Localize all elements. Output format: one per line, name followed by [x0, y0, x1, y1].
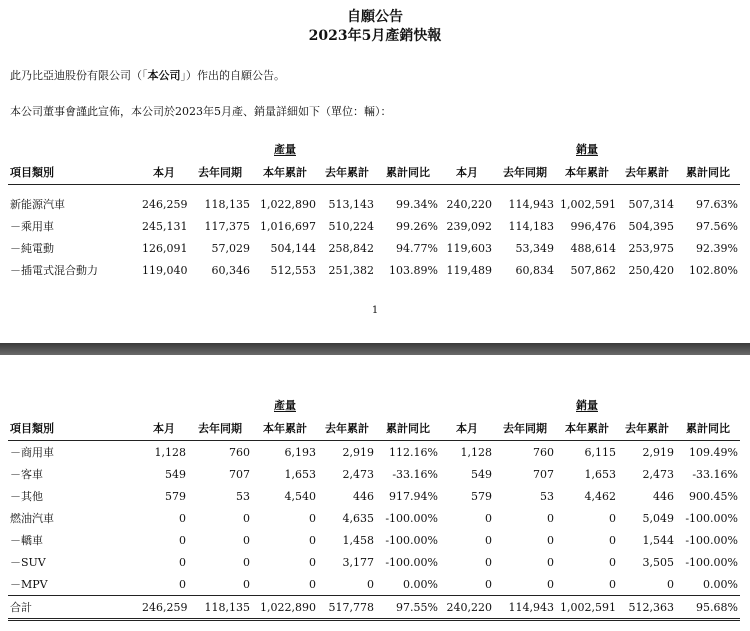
- row-value: 0: [547, 533, 554, 547]
- table-row: [8, 529, 740, 551]
- col-header: 去年同期: [188, 160, 252, 185]
- col-header: 本月: [440, 416, 494, 441]
- row-value: 119,489: [446, 263, 492, 277]
- row-value: 60,346: [211, 263, 250, 277]
- row-category: －插電式混合動力: [10, 264, 98, 277]
- row-value: 0: [609, 577, 616, 591]
- row-value: -100.00%: [685, 533, 738, 547]
- row-value: 579: [471, 489, 492, 503]
- col-header: 去年累計: [318, 416, 376, 441]
- row-value: 2,919: [642, 445, 674, 459]
- row-value: 118,135: [204, 197, 250, 211]
- table-row: [8, 237, 740, 259]
- table-row: [8, 215, 740, 237]
- row-value: 0: [179, 511, 186, 525]
- col-header: 累計同比: [676, 416, 740, 441]
- row-value: -100.00%: [685, 555, 738, 569]
- row-value: 1,544: [642, 533, 674, 547]
- row-value: 117,375: [204, 219, 250, 233]
- row-value: 0: [179, 555, 186, 569]
- row-value: 517,778: [318, 596, 376, 620]
- col-header: 去年同期: [494, 160, 556, 185]
- announcement-title: 自願公告: [347, 9, 403, 25]
- row-value: -100.00%: [685, 511, 738, 525]
- row-value: 707: [229, 467, 250, 481]
- row-value: 512,553: [270, 263, 316, 277]
- col-header-category: 項目類別: [8, 416, 140, 441]
- row-value: 57,029: [211, 241, 250, 255]
- row-value: 126,091: [142, 241, 188, 255]
- row-value: 245,131: [142, 219, 188, 233]
- row-value: 579: [165, 489, 186, 503]
- row-value: 6,193: [284, 445, 316, 459]
- row-category: 合計: [8, 596, 140, 620]
- row-value: 94.77%: [396, 241, 438, 255]
- row-value: 119,603: [446, 241, 492, 255]
- row-value: 504,144: [270, 241, 316, 255]
- row-category: －客車: [10, 468, 43, 481]
- group-header-row: [8, 394, 740, 416]
- row-value: 240,220: [440, 596, 494, 620]
- row-value: 0: [485, 555, 492, 569]
- row-value: 446: [353, 489, 374, 503]
- row-value: 0: [243, 511, 250, 525]
- col-header: 去年同期: [494, 416, 556, 441]
- row-value: 99.26%: [396, 219, 438, 233]
- row-value: 707: [533, 467, 554, 481]
- row-category: －MPV: [10, 578, 48, 591]
- row-value: 4,635: [342, 511, 374, 525]
- row-value: 4,462: [584, 489, 616, 503]
- table-row: [8, 193, 740, 215]
- row-value: 92.39%: [696, 241, 738, 255]
- table-2-body: [8, 441, 740, 620]
- col-header: 本月: [140, 416, 188, 441]
- row-value: -100.00%: [385, 533, 438, 547]
- col-header: 本月: [440, 160, 494, 185]
- row-value: 103.89%: [389, 263, 438, 277]
- row-value: 0: [485, 533, 492, 547]
- row-category: 燃油汽車: [10, 512, 54, 525]
- row-value: 3,505: [642, 555, 674, 569]
- table-row: [8, 441, 740, 464]
- row-value: 114,943: [508, 197, 554, 211]
- page-number: 1: [371, 305, 379, 316]
- table-row: [8, 573, 740, 596]
- column-header-row: [8, 416, 740, 441]
- row-value: 1,653: [584, 467, 616, 481]
- group-sales-label: 銷量: [576, 143, 598, 156]
- row-value: 53,349: [515, 241, 554, 255]
- row-value: 996,476: [570, 219, 616, 233]
- table-row: [8, 507, 740, 529]
- col-header: 本年累計: [252, 160, 318, 185]
- table-row: [8, 485, 740, 507]
- row-value: 0: [609, 555, 616, 569]
- row-value: 512,363: [618, 596, 676, 620]
- row-value: 112.16%: [389, 445, 438, 459]
- row-value: 0: [485, 511, 492, 525]
- row-value: 507,314: [628, 197, 674, 211]
- row-value: 917.94%: [389, 489, 438, 503]
- row-value: 513,143: [328, 197, 374, 211]
- row-category: 新能源汽車: [10, 198, 65, 211]
- row-value: 0: [547, 511, 554, 525]
- row-value: 760: [229, 445, 250, 459]
- row-value: 4,540: [284, 489, 316, 503]
- row-value: 549: [165, 467, 186, 481]
- row-value: 114,943: [494, 596, 556, 620]
- row-value: 0: [179, 533, 186, 547]
- row-value: 1,016,697: [260, 219, 316, 233]
- row-value: 0.00%: [703, 577, 738, 591]
- row-value: 760: [533, 445, 554, 459]
- row-value: 0: [309, 577, 316, 591]
- total-row: [8, 596, 740, 620]
- row-value: 0: [609, 511, 616, 525]
- row-value: 0: [309, 555, 316, 569]
- col-header: 累計同比: [376, 416, 440, 441]
- row-value: 0: [243, 533, 250, 547]
- group-sales-label: 銷量: [576, 399, 598, 412]
- col-header: 去年累計: [318, 160, 376, 185]
- announcement-subtitle: 2023年5月產銷快報: [308, 28, 442, 44]
- row-value: 251,382: [328, 263, 374, 277]
- row-value: 3,177: [342, 555, 374, 569]
- row-value: 239,092: [446, 219, 492, 233]
- row-value: 0: [243, 555, 250, 569]
- row-value: 246,259: [140, 596, 188, 620]
- row-value: 510,224: [328, 219, 374, 233]
- row-value: -100.00%: [385, 511, 438, 525]
- statement-paragraph: 本公司董事會謹此宣佈，本公司於2023年5月產、銷量詳細如下（單位：輛）：: [10, 105, 392, 118]
- col-header: 累計同比: [376, 160, 440, 185]
- row-value: 109.49%: [689, 445, 738, 459]
- row-value: 1,128: [460, 445, 492, 459]
- intro-company-term: 本公司: [147, 69, 181, 82]
- row-value: 900.45%: [689, 489, 738, 503]
- row-value: 2,919: [342, 445, 374, 459]
- row-value: 0: [485, 577, 492, 591]
- row-value: 0: [367, 577, 374, 591]
- row-value: 102.80%: [689, 263, 738, 277]
- row-value: 1,653: [284, 467, 316, 481]
- row-category: －SUV: [10, 556, 46, 569]
- row-value: 0: [309, 511, 316, 525]
- row-value: 504,395: [628, 219, 674, 233]
- table-row: [8, 259, 740, 281]
- row-value: 507,862: [570, 263, 616, 277]
- intro-post: 」）作出的自願公告。: [180, 69, 285, 82]
- col-header: 本年累計: [556, 160, 618, 185]
- column-header-row: [8, 160, 740, 185]
- row-value: 97.55%: [376, 596, 440, 620]
- col-header: 去年累計: [618, 160, 676, 185]
- intro-pre: 此乃比亞迪股份有限公司（「: [10, 69, 148, 82]
- row-value: 1,458: [342, 533, 374, 547]
- row-value: 0: [243, 577, 250, 591]
- row-value: 0: [667, 577, 674, 591]
- table-1-body: [8, 193, 740, 281]
- document-page-2: [0, 355, 750, 631]
- table-row: [8, 551, 740, 573]
- row-value: 114,183: [508, 219, 554, 233]
- row-value: 53: [540, 489, 554, 503]
- row-value: -33.16%: [392, 467, 438, 481]
- row-category: －其他: [10, 490, 43, 503]
- row-value: 99.34%: [396, 197, 438, 211]
- row-value: 0: [609, 533, 616, 547]
- row-value: 1,022,890: [260, 197, 316, 211]
- production-sales-table-2: [8, 394, 740, 621]
- row-value: 0: [179, 577, 186, 591]
- col-header: 本年累計: [556, 416, 618, 441]
- row-value: 6,115: [584, 445, 616, 459]
- col-header: 去年累計: [618, 416, 676, 441]
- group-header-row: [8, 138, 740, 160]
- row-value: 60,834: [515, 263, 554, 277]
- row-value: 0: [309, 533, 316, 547]
- row-value: 95.68%: [676, 596, 740, 620]
- row-value: 446: [653, 489, 674, 503]
- page-separator: [0, 343, 750, 355]
- intro-paragraph: [10, 67, 285, 83]
- row-value: 1,002,591: [556, 596, 618, 620]
- row-value: 53: [236, 489, 250, 503]
- row-value: 253,975: [628, 241, 674, 255]
- row-value: 246,259: [142, 197, 188, 211]
- row-value: 0: [547, 577, 554, 591]
- row-value: 119,040: [142, 263, 188, 277]
- row-category: －轎車: [10, 534, 43, 547]
- row-category: －商用車: [10, 446, 54, 459]
- row-value: 2,473: [342, 467, 374, 481]
- row-value: 118,135: [188, 596, 252, 620]
- row-value: 2,473: [642, 467, 674, 481]
- col-header: 本年累計: [252, 416, 318, 441]
- row-category: －純電動: [10, 242, 54, 255]
- table-row: [8, 463, 740, 485]
- col-header-category: 項目類別: [8, 160, 140, 185]
- row-value: 0.00%: [403, 577, 438, 591]
- col-header: 本月: [140, 160, 188, 185]
- row-value: 1,022,890: [252, 596, 318, 620]
- row-value: -33.16%: [692, 467, 738, 481]
- production-sales-table-1: [8, 138, 740, 281]
- row-category: －乘用車: [10, 220, 54, 233]
- row-value: 488,614: [570, 241, 616, 255]
- col-header: 累計同比: [676, 160, 740, 185]
- row-value: 97.56%: [696, 219, 738, 233]
- row-value: 250,420: [628, 263, 674, 277]
- group-production-label: 產量: [274, 143, 296, 156]
- row-value: 258,842: [328, 241, 374, 255]
- col-header: 去年同期: [188, 416, 252, 441]
- row-value: 5,049: [642, 511, 674, 525]
- row-value: -100.00%: [385, 555, 438, 569]
- row-value: 549: [471, 467, 492, 481]
- row-value: 1,002,591: [560, 197, 616, 211]
- group-production-label: 產量: [274, 399, 296, 412]
- row-value: 240,220: [446, 197, 492, 211]
- row-value: 0: [547, 555, 554, 569]
- row-value: 1,128: [154, 445, 186, 459]
- row-value: 97.63%: [696, 197, 738, 211]
